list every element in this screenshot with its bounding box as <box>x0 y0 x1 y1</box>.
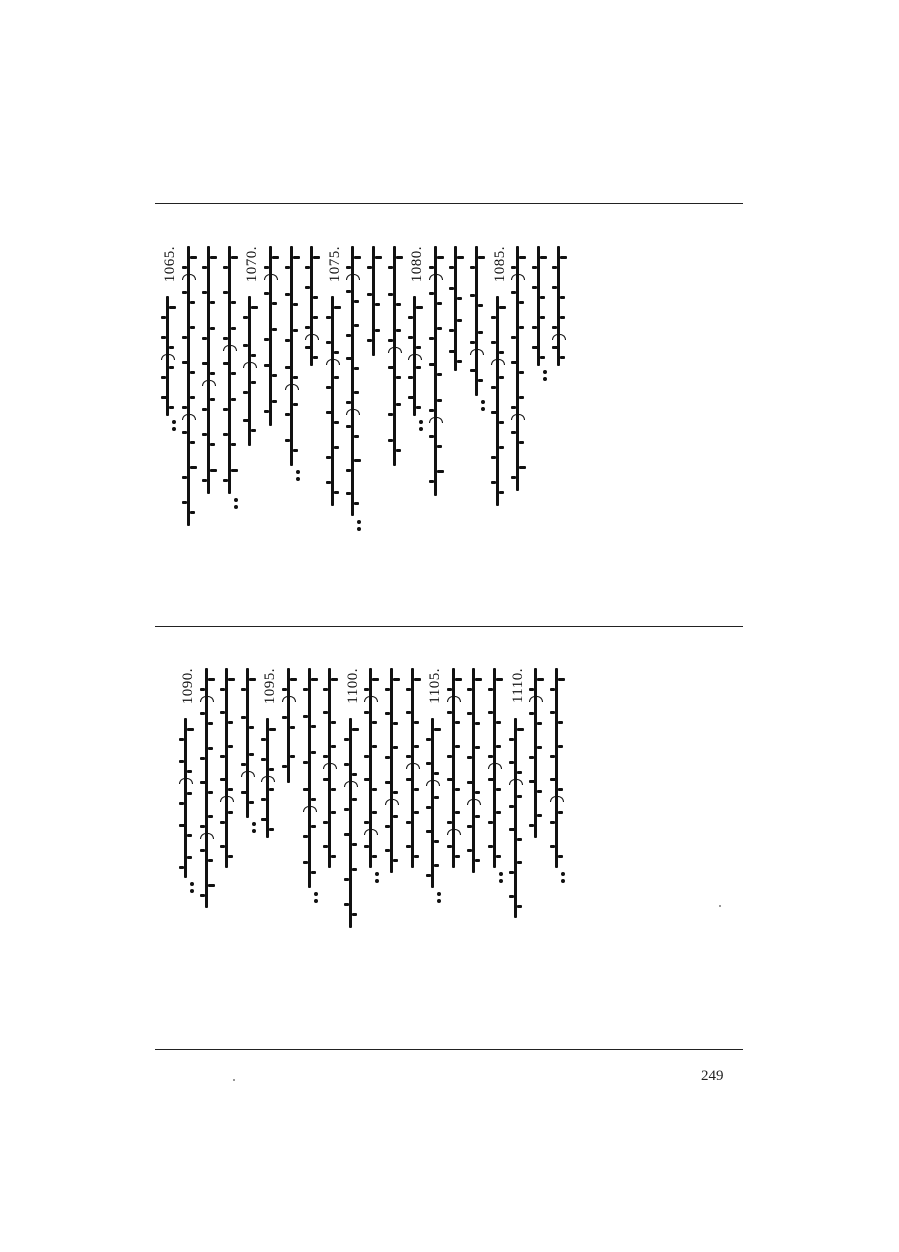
mongolian-script-line <box>263 246 279 426</box>
mongolian-script-line <box>508 718 524 918</box>
mongolian-script-line <box>325 296 341 506</box>
mongolian-script-line <box>160 296 176 416</box>
verse-line <box>183 246 199 506</box>
mongolian-script-line <box>284 246 300 466</box>
verse-line <box>244 246 260 506</box>
mongolian-script-line <box>549 668 565 868</box>
verse-line <box>201 668 217 928</box>
line-number: 1110. <box>509 668 526 704</box>
verse-line <box>242 668 258 928</box>
line-number: 1075. <box>326 246 343 283</box>
verse-line <box>427 668 443 928</box>
mongolian-script-line <box>242 296 258 446</box>
mongolian-script-line <box>428 246 444 496</box>
verse-line <box>262 668 278 928</box>
line-number: 1080. <box>409 246 426 283</box>
mongolian-script-line <box>343 718 359 928</box>
verse-line <box>492 246 508 506</box>
verse-line <box>512 246 528 506</box>
mongolian-script-line <box>322 668 338 868</box>
mongolian-script-line <box>345 246 361 516</box>
mongolian-script-line <box>551 246 567 366</box>
mongolian-script-line <box>528 668 544 838</box>
verse-line <box>386 668 402 928</box>
verse-line <box>180 668 196 928</box>
mongolian-script-line <box>407 296 423 416</box>
line-number: 1100. <box>344 668 361 704</box>
mongolian-script-line <box>199 668 215 908</box>
verse-line <box>365 668 381 928</box>
verse-line <box>553 246 569 506</box>
verse-line <box>306 246 322 506</box>
mongolian-script-line <box>384 668 400 873</box>
mongolian-script-line <box>469 246 485 396</box>
line-number: 1105. <box>427 668 444 704</box>
verse-line <box>286 246 302 506</box>
verse-line <box>450 246 466 506</box>
mongolian-script-line <box>490 296 506 506</box>
mongolian-script-line <box>201 246 217 494</box>
verse-line <box>327 246 343 506</box>
mongolian-script-line <box>466 668 482 873</box>
verse-line <box>324 668 340 928</box>
verse-line <box>468 668 484 928</box>
verse-line <box>368 246 384 506</box>
verse-line <box>265 246 281 506</box>
line-number: 1095. <box>262 668 279 705</box>
mongolian-script-line <box>281 668 297 783</box>
verse-line <box>471 246 487 506</box>
scan-speck <box>233 1079 235 1081</box>
mongolian-script-line <box>531 246 547 366</box>
line-number: 1090. <box>180 668 196 705</box>
verse-line <box>430 246 446 506</box>
verse-line <box>489 668 505 928</box>
verse-line <box>162 246 178 506</box>
mongolian-script-line <box>363 668 379 868</box>
verse-line <box>530 668 546 928</box>
mongolian-script-line <box>446 668 462 868</box>
verse-line <box>448 668 464 928</box>
line-number: 1065. <box>162 246 178 283</box>
line-number: 1085. <box>491 246 508 283</box>
mongolian-script-line <box>405 668 421 868</box>
mongolian-script-line <box>387 246 403 466</box>
verse-line <box>304 668 320 928</box>
mongolian-script-line <box>366 246 382 356</box>
page-number: 249 <box>701 1068 724 1084</box>
mongolian-script-line <box>178 718 194 878</box>
middle-rule <box>155 626 743 627</box>
line-number: 1070. <box>244 246 261 283</box>
verse-line <box>221 668 237 928</box>
verse-line <box>345 668 361 928</box>
verse-line <box>389 246 405 506</box>
mongolian-script-line <box>302 668 318 888</box>
mongolian-script-line <box>260 718 276 838</box>
verse-line <box>224 246 240 506</box>
mongolian-script-line <box>240 668 256 818</box>
mongolian-script-line <box>304 246 320 366</box>
verse-line <box>347 246 363 506</box>
mongolian-script-line <box>448 246 464 371</box>
verse-line <box>283 668 299 928</box>
verse-line <box>203 246 219 506</box>
mongolian-script-line <box>487 668 503 868</box>
mongolian-script-line <box>181 246 197 526</box>
top-rule <box>155 203 743 204</box>
verse-line <box>407 668 423 928</box>
mongolian-script-line <box>219 668 235 868</box>
mongolian-script-line <box>222 246 238 494</box>
mongolian-script-line <box>510 246 526 491</box>
verse-line <box>551 668 567 928</box>
mongolian-script-line <box>425 718 441 888</box>
scan-speck <box>719 905 721 907</box>
bottom-rule <box>155 1049 743 1050</box>
verse-line <box>409 246 425 506</box>
verse-line <box>510 668 526 928</box>
verse-line <box>533 246 549 506</box>
